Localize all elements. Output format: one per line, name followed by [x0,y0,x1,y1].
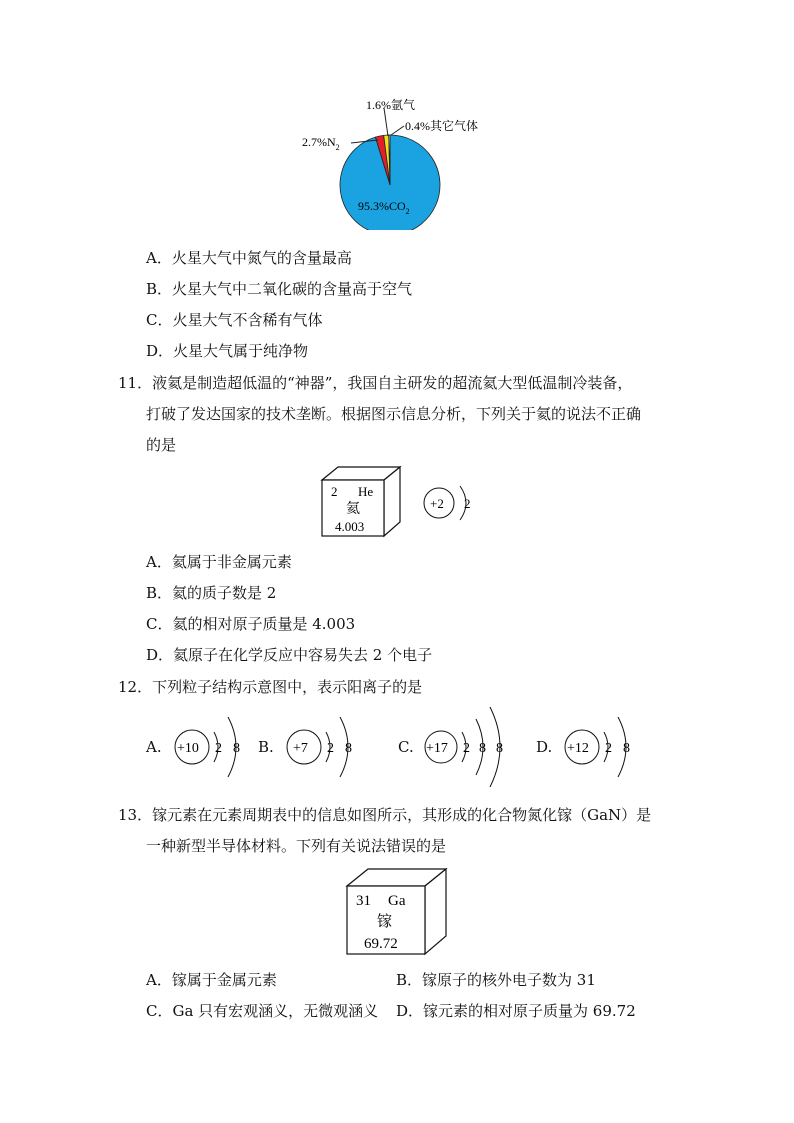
pie-label-nitrogen: $2.7\%N_2$ [302,135,340,152]
q12-d-nucleus: +12 [567,741,589,756]
q11-option-d: D．氦原子在化学反应中容易失去 2 个电子 [146,646,433,664]
q12-c-shell-1: 2 [463,741,470,756]
q12-d-shell-1: 2 [605,741,612,756]
helium-name: 氦 [346,502,360,517]
gallium-name: 镓 [377,914,393,930]
helium-symbol: He [358,484,374,499]
q10-option-b: B．火星大气中二氧化碳的含量高于空气 [146,280,413,298]
q13-option-d: D．镓元素的相对原子质量为 69.72 [396,1002,636,1020]
q12-option-d-letter: D. [536,738,553,756]
q11-option-b: B．氦的质子数是 2 [146,584,277,602]
q10-option-a: A．火星大气中氮气的含量最高 [146,249,352,267]
q13-stem-line1: 13．镓元素在元素周期表中的信息如图所示，其形成的化合物氮化镓（GaN）是 [118,806,652,824]
pie-label-other: 0.4%其它气体 [405,119,478,133]
q11-stem-line2: 打破了发达国家的技术垄断。根据图示信息分析，下列关于氦的说法不正确 [146,405,642,423]
q12-b-shell-1: 2 [327,741,334,756]
q12-option-b-letter: B. [258,738,274,756]
q12-b-nucleus: +7 [293,741,308,756]
pie-label-co2: $95.3\%CO_2$ [358,199,410,216]
helium-atom-diagram [420,481,480,525]
pie-label-argon: 1.6%氩气 [366,98,415,112]
q12-a-shell-2: 8 [233,741,240,756]
q12-stem: 12．下列粒子结构示意图中，表示阳离子的是 [118,678,423,696]
q10-option-c: C．火星大气不含稀有气体 [146,311,323,329]
q12-b-shell-2: 8 [345,741,352,756]
q12-option-c-letter: C. [398,738,414,756]
q13-stem-line2: 一种新型半导体材料。下列有关说法错误的是 [146,837,447,855]
q13-option-a: A．镓属于金属元素 [146,971,277,989]
q12-option-b-diagram [282,712,362,782]
q11-stem-line1: 11．液氦是制造超低温的“神器”，我国自主研发的超流氦大型低温制冷装备， [118,374,633,392]
q11-option-a: A．氦属于非金属元素 [146,553,292,571]
q11-option-c: C．氦的相对原子质量是 4.003 [146,615,356,633]
q12-option-a-diagram [170,712,250,782]
q12-d-shell-2: 8 [623,741,630,756]
helium-atomic-number: 2 [331,484,338,499]
helium-atomic-mass: 4.003 [335,519,365,534]
q12-c-nucleus: +17 [426,741,448,756]
mars-atmosphere-pie-chart [296,88,506,230]
helium-nucleus-charge: +2 [430,496,444,511]
pie-slices [340,135,440,230]
helium-shell-electrons: 2 [464,496,471,511]
q10-option-d: D．火星大气属于纯净物 [146,342,309,360]
q11-stem-line3: 的是 [146,436,177,454]
q12-a-shell-1: 2 [215,741,222,756]
gallium-atomic-number: 31 [356,893,371,909]
q13-option-c: C．Ga 只有宏观涵义，无微观涵义 [146,1002,379,1020]
q12-option-c-diagram [420,705,516,789]
helium-element-cell [318,464,404,540]
gallium-element-cell [344,866,450,958]
q12-option-d-diagram [560,712,640,782]
q12-c-shell-2: 8 [479,741,486,756]
gallium-symbol: Ga [388,893,406,909]
q13-option-b: B．镓原子的核外电子数为 31 [396,971,596,989]
q12-a-nucleus: +10 [177,741,199,756]
gallium-atomic-mass: 69.72 [364,936,398,952]
q12-c-shell-3: 8 [496,741,503,756]
q12-option-a-letter: A. [146,738,162,756]
